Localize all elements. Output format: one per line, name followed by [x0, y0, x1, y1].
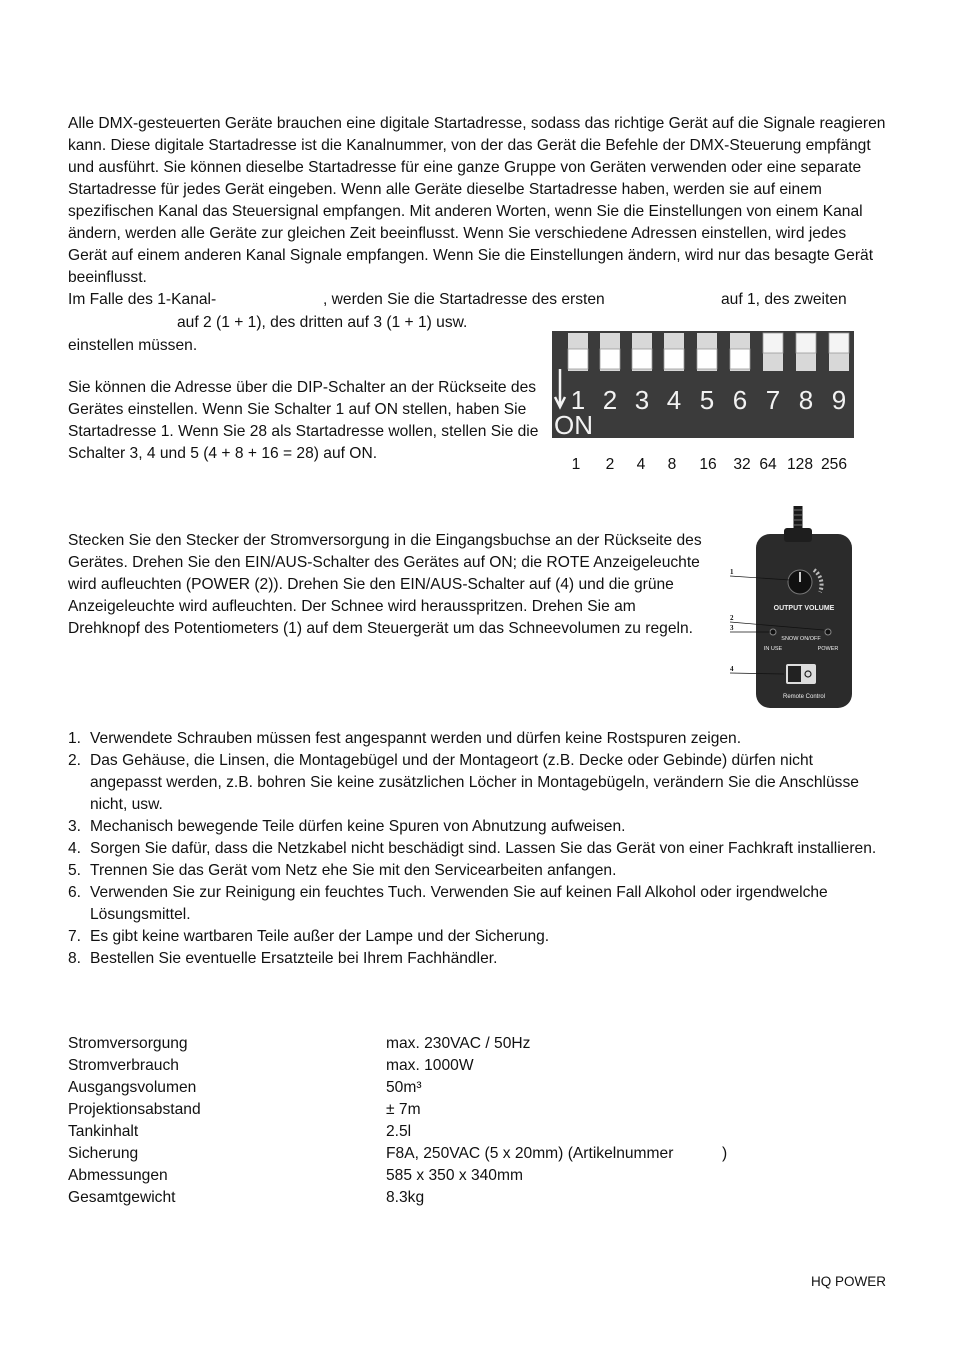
- spec-label: Projektionsabstand: [68, 1101, 201, 1118]
- dip-switch-knob-5: [697, 349, 717, 369]
- spec-label: Abmessungen: [68, 1167, 168, 1184]
- operation-instructions: Stecken Sie den Stecker der Stromversorgung in die Eingangsbuchse an der Rückseite des Gerätes. Drehen Sie den EIN/AUS-Schalter des Gerätes auf ON; die ROTE Anzeigeleuchte wird aufleuchten (POWER (2)). Drehen Sie den EIN/AUS-Schalter auf (4) und die grüne Anzeigeleuchte wird aufleuchten. Der Schnee wird herausspritzen. Drehen Sie am Drehknopf des Potentiometers (1) auf dem Steuergerät um das Schneevolumen zu regeln.: [68, 532, 702, 637]
- dip-value: 16: [699, 456, 717, 473]
- specifications-table: [68, 1033, 888, 1209]
- power-led: [825, 629, 831, 635]
- spec-value: max. 230VAC / 50Hz: [386, 1035, 531, 1052]
- spec-value: max. 1000W: [386, 1057, 474, 1074]
- dip-number-5: 5: [699, 385, 715, 415]
- dip-number-9: 9: [831, 385, 847, 415]
- list-item: [68, 838, 888, 860]
- spec-label: Ausgangsvolumen: [68, 1079, 197, 1096]
- list-item: [68, 926, 888, 948]
- in-use-label: IN USE: [763, 646, 783, 652]
- spec-row: [68, 1165, 888, 1187]
- callout-1: 1: [730, 568, 734, 576]
- dip-switch-knob-3: [632, 349, 652, 369]
- spec-value: F8A, 250VAC (5 x 20mm) (Artikelnummer: [386, 1145, 674, 1162]
- list-item: [68, 728, 888, 750]
- spec-value: ± 7m: [386, 1101, 421, 1118]
- spec-row: [68, 1055, 888, 1077]
- output-volume-label: OUTPUT VOLUME: [773, 605, 835, 612]
- dip-number-3: 3: [634, 385, 650, 415]
- snow-on-off-label: SNOW ON/OFF: [781, 636, 821, 642]
- dip-switch-knob-2: [600, 349, 620, 369]
- list-item-text: Bestellen Sie eventuelle Ersatzteile bei Ihrem Fachhändler.: [90, 950, 498, 967]
- list-item: [68, 948, 888, 970]
- spec-value: 585 x 350 x 340mm: [386, 1167, 523, 1184]
- spec-row: [68, 1033, 888, 1055]
- dip-value: 32: [733, 456, 751, 473]
- spec-value: 50m³: [386, 1079, 422, 1096]
- dip-instructions: Sie können die Adresse über die DIP-Schalter an der Rückseite des Gerätes einstellen. Wenn Sie Schalter 1 auf ON stellen, haben Sie Startadresse 1. Wenn Sie 28 als Startadresse wollen, stellen Sie die Schalter 3, 4 und 5 (4 + 8 + 16 = 28) auf ON.: [68, 379, 539, 462]
- dip-switch-knob-9: [829, 333, 849, 353]
- spec-label: Gesamtgewicht: [68, 1189, 176, 1206]
- spec-value: 8.3kg: [386, 1189, 425, 1206]
- dip-number-1: 1: [570, 385, 586, 415]
- list-item-text: Verwendete Schrauben müssen fest angespannt werden und dürfen keine Rostspuren zeigen.: [90, 730, 742, 747]
- list-item-number: 5.: [68, 862, 82, 879]
- callout-2: 2: [730, 614, 734, 622]
- list-item-text: Verwenden Sie zur Reinigung ein feuchtes Tuch. Verwenden Sie auf keinen Fall Alkohol oder irgendwelche Lösungsmittel.: [90, 884, 828, 923]
- in-use-led: [770, 629, 776, 635]
- list-item-number: 3.: [68, 818, 82, 835]
- dip-value: 64: [759, 456, 777, 473]
- list-item-number: 7.: [68, 928, 82, 945]
- list-item: [68, 860, 888, 882]
- case-text-line3: einstellen müssen.: [68, 337, 198, 354]
- spec-label: Tankinhalt: [68, 1123, 139, 1140]
- spec-row: [68, 1143, 888, 1165]
- dip-value: 1: [571, 456, 581, 473]
- list-item-number: 8.: [68, 950, 82, 967]
- list-item-text: Sorgen Sie dafür, dass die Netzkabel nicht beschädigt sind. Lassen Sie das Gerät von einer Fachkraft installieren.: [90, 840, 877, 857]
- list-item-number: 1.: [68, 730, 82, 747]
- callout-3: 3: [730, 624, 734, 632]
- dip-switch-graphic: [552, 331, 854, 438]
- list-item: [68, 882, 888, 926]
- remote-control-photo: [728, 506, 856, 710]
- spec-label: Sicherung: [68, 1145, 139, 1162]
- dip-switch-knob-7: [763, 333, 783, 353]
- dip-switch-knob-1: [568, 349, 588, 369]
- dip-number-4: 4: [666, 385, 682, 415]
- case-text-part2: , werden Sie die Startadresse des ersten: [323, 291, 605, 308]
- case-text-part3: auf 1, des zweiten: [721, 291, 847, 308]
- spec-row: [68, 1121, 888, 1143]
- case-text-part1: Im Falle des 1-Kanal-: [68, 291, 217, 308]
- list-item-text: Trennen Sie das Gerät vom Netz ehe Sie mit den Servicearbeiten anfangen.: [90, 862, 617, 879]
- spec-label: Stromverbrauch: [68, 1057, 179, 1074]
- spec-row: [68, 1099, 888, 1121]
- maintenance-list: [68, 728, 888, 970]
- list-item-number: 2.: [68, 752, 82, 769]
- intro-paragraph: Alle DMX-gesteuerten Geräte brauchen eine digitale Startadresse, sodass das richtige Gerät auf die Signale reagieren kann. Diese digitale Startadresse ist die Kanalnummer, von der das Gerät die Befehle der DMX-Steuerung empfängt und ausführt. Sie können dieselbe Startadresse für eine ganze Gruppe von Geräten verwenden oder eine separate Startadresse für jedes Gerät eingeben. Wenn alle Geräte dieselbe Startadresse haben, werden sie auf einem spezifischen Kanal das Steuersignal empfangen. Mit anderen Worten, wenn Sie die Einstellungen von einem Kanal ändern, werden alle Geräte zur gleichen Zeit beeinflusst. Wenn Sie verschiedene Adressen einstellen, wird jedes Gerät auf einem anderen Kanal Signale empfangen. Wenn Sie die Einstellungen ändern, wird nur das besagte Gerät beeinflusst.: [68, 115, 886, 286]
- dip-number-7: 7: [765, 385, 781, 415]
- dip-number-6: 6: [732, 385, 748, 415]
- dip-value: 256: [820, 456, 848, 473]
- remote-control-label: Remote Control: [782, 694, 826, 700]
- spec-label: Stromversorgung: [68, 1035, 188, 1052]
- list-item-number: 4.: [68, 840, 82, 857]
- dip-value: 4: [636, 456, 646, 473]
- dip-values-row: [552, 455, 854, 475]
- list-item-text: Es gibt keine wartbaren Teile außer der Lampe und der Sicherung.: [90, 928, 550, 945]
- dip-switch-knob-8: [796, 333, 816, 353]
- footer-brand: HQ POWER: [810, 1274, 886, 1289]
- spec-row: [68, 1187, 888, 1209]
- spec-value: 2.5l: [386, 1123, 412, 1140]
- callout-4: 4: [730, 665, 734, 673]
- dip-on-label: ON: [554, 410, 593, 438]
- dip-number-8: 8: [798, 385, 814, 415]
- dip-switch-knob-4: [664, 349, 684, 369]
- dip-switch-knob-6: [730, 349, 750, 369]
- case-text-line2: auf 2 (1 + 1), des dritten auf 3 (1 + 1) usw.: [177, 314, 468, 331]
- power-label: POWER: [817, 646, 839, 652]
- spec-row: [68, 1077, 888, 1099]
- list-item-text: Mechanisch bewegende Teile dürfen keine Spuren von Abnutzung aufweisen.: [90, 818, 626, 835]
- dip-value: 2: [605, 456, 615, 473]
- dip-value: 128: [786, 456, 814, 473]
- list-item-number: 6.: [68, 884, 82, 901]
- list-item-text: Das Gehäuse, die Linsen, die Montagebügel und der Montageort (z.B. Decke oder Gebinde) dürfen nicht angepasst werden, z.B. bohren Sie keine zusätzlichen Löcher in Montagebügeln, verändern Sie die Anschlüsse nicht, usw.: [90, 752, 859, 813]
- dip-number-2: 2: [602, 385, 618, 415]
- dip-value: 8: [667, 456, 677, 473]
- spec-value-suffix: ): [722, 1145, 728, 1162]
- list-item: [68, 816, 888, 838]
- dip-switch-photo: [552, 331, 854, 438]
- list-item: [68, 750, 888, 816]
